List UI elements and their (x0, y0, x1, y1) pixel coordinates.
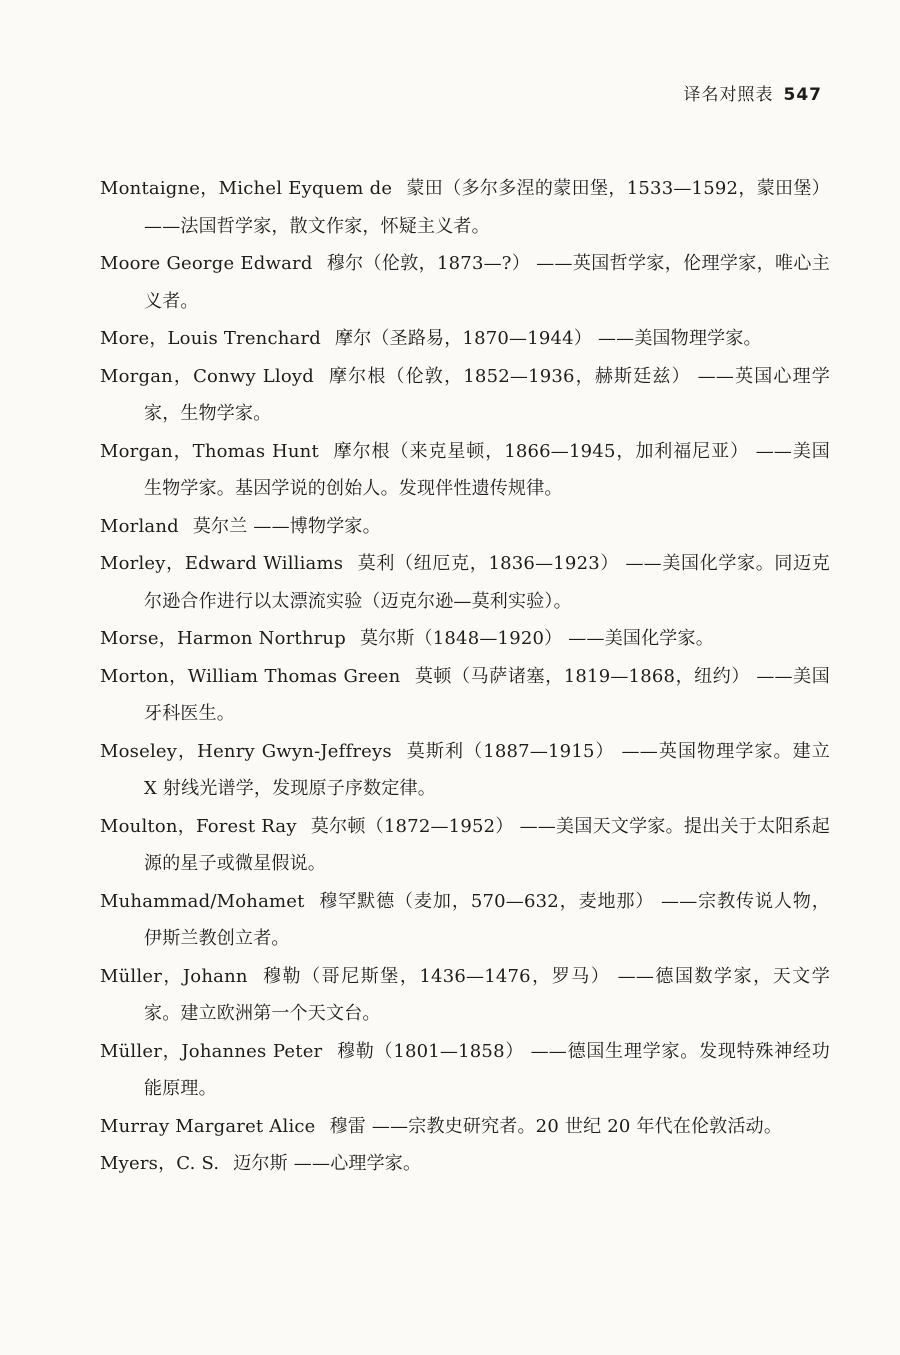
glossary-entry (100, 620, 830, 658)
entry-text: 穆勒（哥尼斯堡，1436—1476，罗马） ——德国数学家，天文学家。建立欧洲第一个天文台。 (144, 965, 830, 1024)
entry-name: Müller，Johannes Peter (100, 1040, 323, 1062)
entry-name: Morse，Harmon Northrup (100, 628, 346, 649)
entry-name: Moore George Edward (100, 253, 313, 274)
entry-text: 莫尔兰 ——博物学家。 (192, 515, 381, 537)
entry-text: 摩尔（圣路易，1870—1944） ——美国物理学家。 (335, 328, 762, 349)
entry-text: 莫顿（马萨诸塞，1819—1868，纽约） ——美国牙科医生。 (144, 665, 830, 724)
entry-name: Moseley，Henry Gwyn-Jeffreys (100, 740, 392, 762)
entry-text: 穆雷 ——宗教史研究者。20 世纪 20 年代在伦敦活动。 (329, 1115, 783, 1137)
glossary-entry (100, 733, 830, 808)
entry-text: 蒙田（多尔多涅的蒙田堡，1533—1592，蒙田堡）——法国哲学家，散文作家，怀疑主义者。 (144, 178, 830, 237)
glossary-entry (100, 1033, 830, 1108)
glossary-entry (100, 1145, 830, 1183)
entry-text: 莫尔斯（1848—1920） ——美国化学家。 (359, 628, 714, 649)
page-number: 547 (783, 85, 822, 105)
glossary-entry (100, 1108, 830, 1146)
glossary-entry (100, 170, 830, 245)
entry-text: 迈尔斯 ——心理学家。 (233, 1153, 422, 1174)
entry-text: 穆罕默德（麦加，570—632，麦地那） ——宗教传说人物，伊斯兰教创立者。 (144, 890, 830, 949)
running-header (684, 80, 823, 105)
glossary-entry (100, 958, 830, 1033)
glossary-entry (100, 508, 830, 546)
entry-name: Murray Margaret Alice (100, 1115, 316, 1137)
header-title: 译名对照表 (683, 85, 774, 105)
entry-text: 莫利（纽厄克，1836—1923） ——美国化学家。同迈克尔逊合作进行以太漂流实验（迈克尔逊—莫利实验）。 (144, 553, 831, 612)
entry-text: 莫斯利（1887—1915） ——英国物理学家。建立 X 射线光谱学，发现原子序数定律。 (144, 740, 830, 799)
entry-name: Morgan，Conwy Lloyd (100, 365, 315, 387)
glossary-entries (100, 170, 830, 1183)
entry-name: Moulton，Forest Ray (100, 815, 297, 837)
glossary-entry (100, 245, 830, 320)
entry-text: 穆尔（伦敦，1873—?） ——英国哲学家，伦理学家，唯心主义者。 (144, 253, 830, 312)
entry-name: Müller，Johann (100, 965, 248, 987)
entry-name: Morton，William Thomas Green (100, 665, 401, 687)
entry-name: Muhammad/Mohamet (100, 890, 305, 912)
glossary-entry (100, 808, 830, 883)
entry-name: Morgan，Thomas Hunt (100, 440, 319, 462)
glossary-entry (100, 545, 830, 620)
glossary-entry (100, 658, 830, 733)
entry-text: 摩尔根（来克星顿，1866—1945，加利福尼亚） ——美国生物学家。基因学说的创始人。发现伴性遗传规律。 (144, 440, 830, 499)
glossary-entry (100, 883, 830, 958)
glossary-entry (100, 433, 830, 508)
entry-name: Morley，Edward Williams (100, 553, 344, 574)
entry-text: 穆勒（1801—1858） ——德国生理学家。发现特殊神经功能原理。 (144, 1040, 830, 1099)
entry-name: Morland (100, 515, 179, 537)
entry-name: Montaigne，Michel Eyquem de (100, 178, 393, 199)
entry-text: 莫尔顿（1872—1952） ——美国天文学家。提出关于太阳系起源的星子或微星假说。 (144, 815, 830, 874)
glossary-entry (100, 320, 830, 358)
entry-name: Myers，C. S. (100, 1153, 220, 1174)
entry-name: More，Louis Trenchard (100, 328, 322, 349)
entry-text: 摩尔根（伦敦，1852—1936，赫斯廷兹） ——英国心理学家，生物学家。 (144, 365, 830, 424)
glossary-entry (100, 358, 830, 433)
